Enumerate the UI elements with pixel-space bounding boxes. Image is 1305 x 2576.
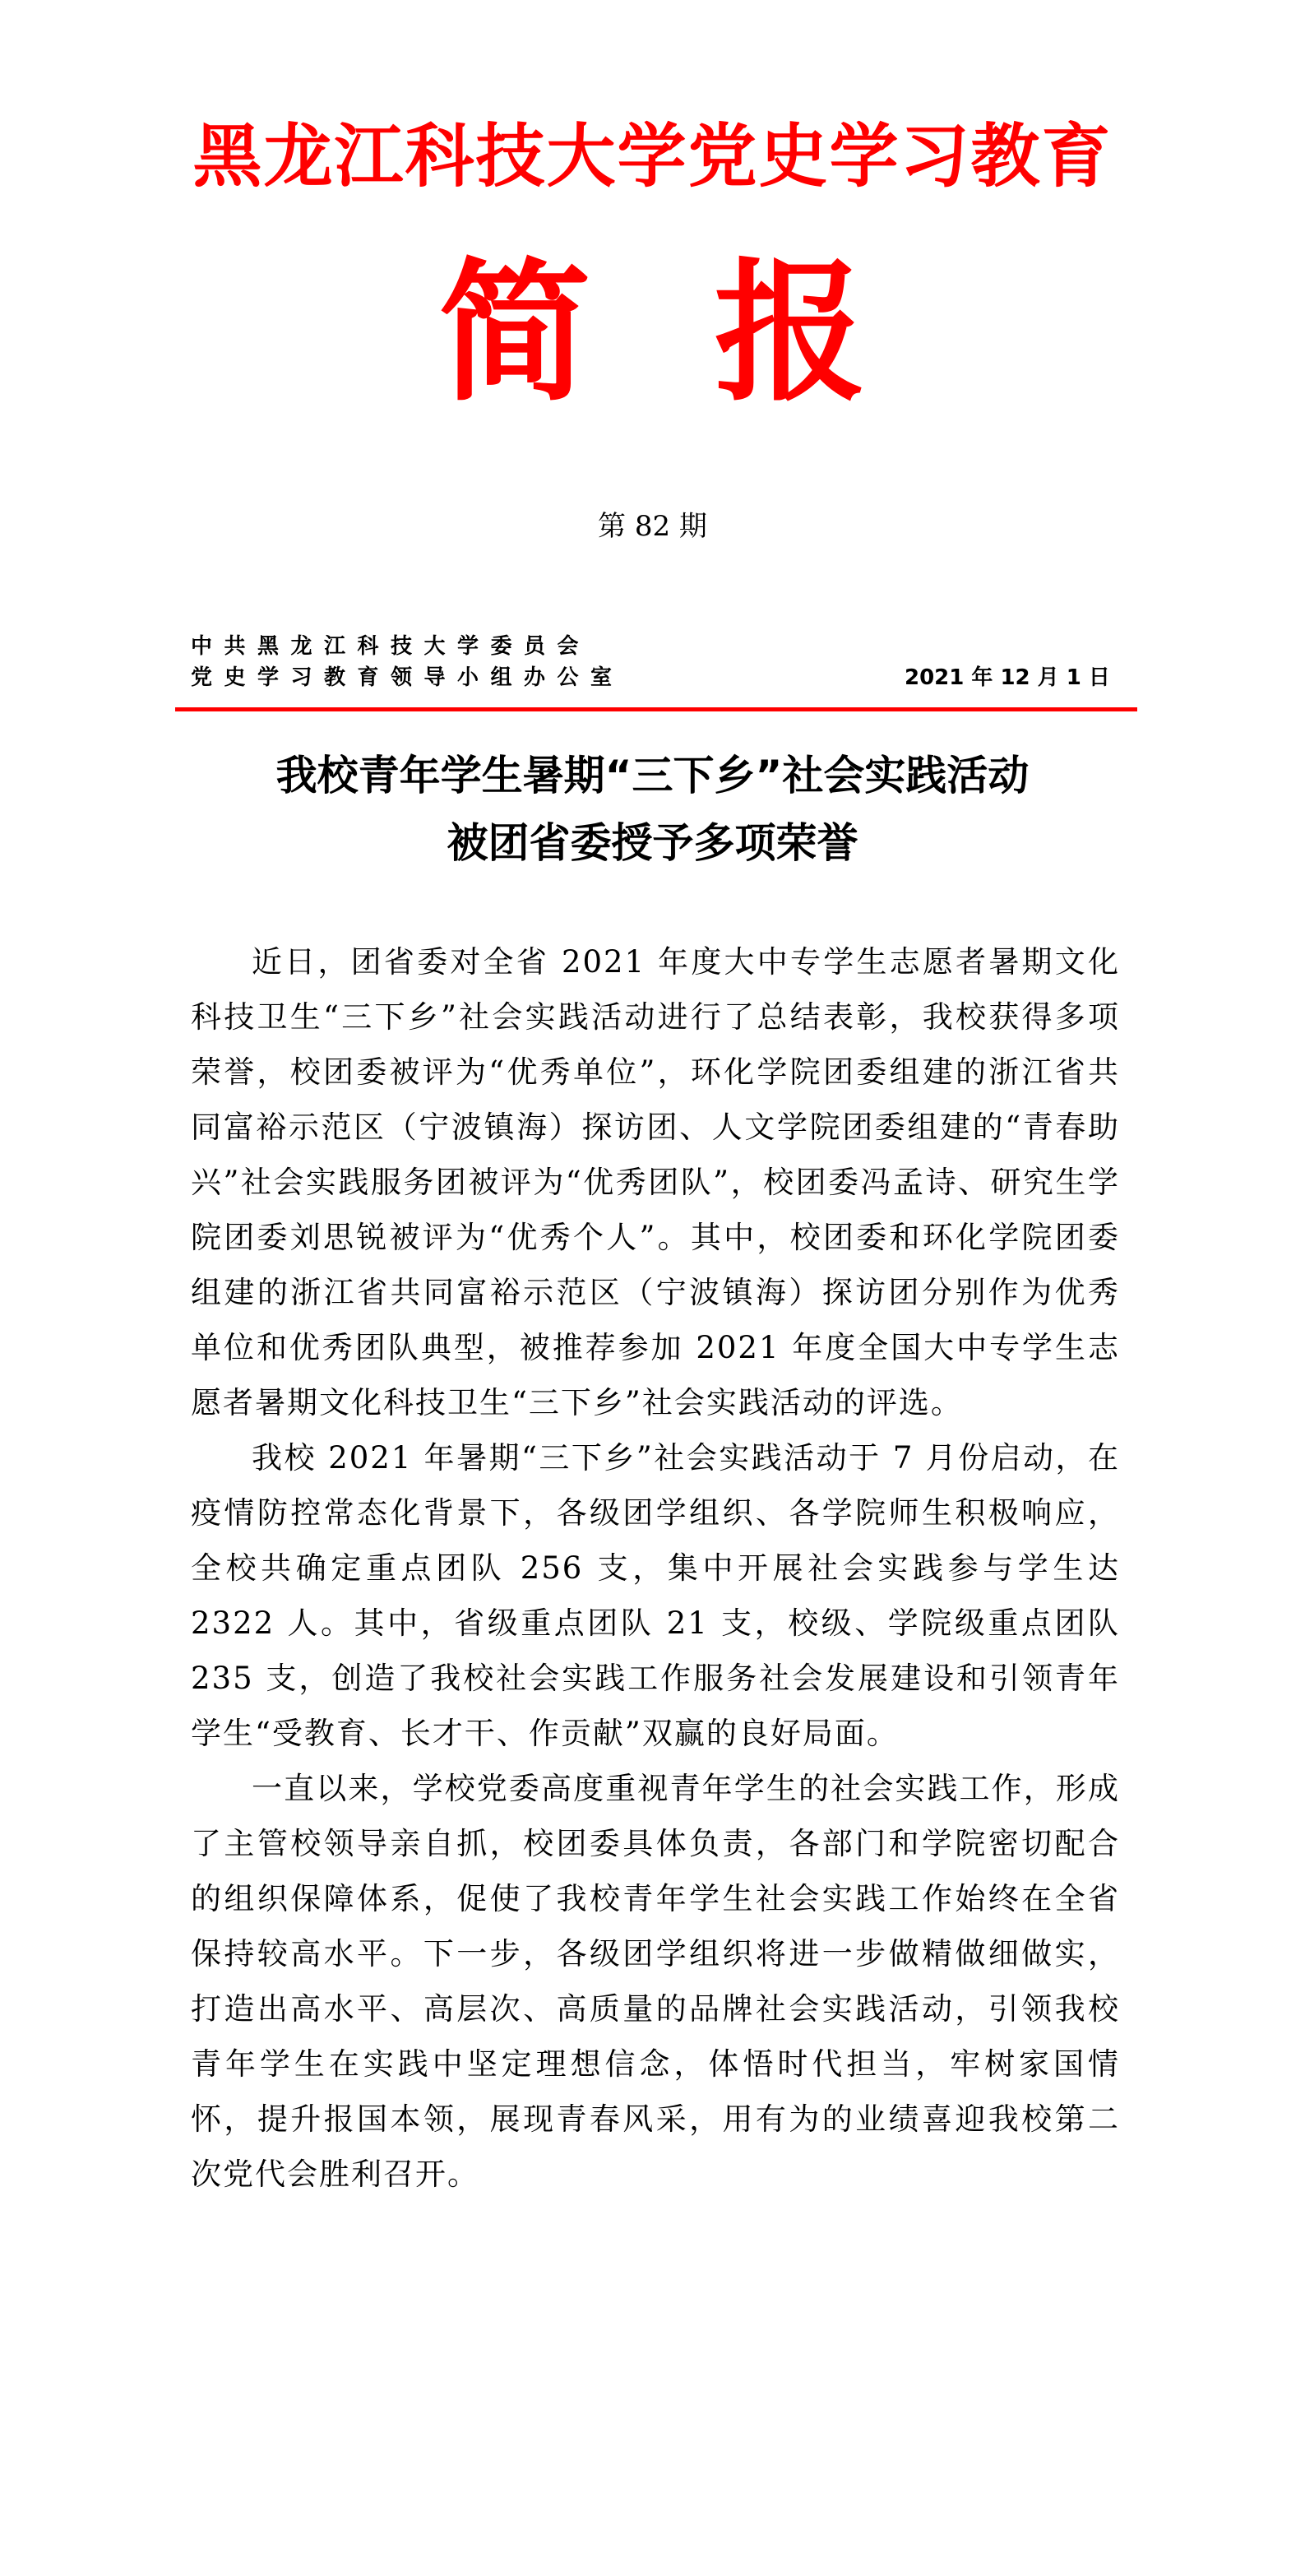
issuer-line-1: 中共黑龙江科技大学委员会: [191, 634, 591, 659]
body-paragraph-1: 近日，团省委对全省 2021 年度大中专学生志愿者暑期文化科技卫生“三下乡”社会实践活动进行了总结表彰，我校获得多项荣誉，校团委被评为“优秀单位”，环化学院团委组建的浙江省共同富裕示范区（宁波镇海）探访团、人文学院团委组建的“青春助兴”社会实践服务团被评为“优秀团队”，校团委冯孟诗、研究生学院团委刘思锐被评为“优秀个人”。其中，校团委和环化学院团委组建的浙江省共同富裕示范区（宁波镇海）探访团分别作为优秀单位和优秀团队典型，被推荐参加 2021 年度全国大中专学生志愿者暑期文化科技卫生“三下乡”社会实践活动的评选。: [191, 944, 1120, 1420]
body-paragraph-3: 一直以来，学校党委高度重视青年学生的社会实践工作，形成了主管校领导亲自抓，校团委具体负责，各部门和学院密切配合的组织保障体系，促使了我校青年学生社会实践工作始终在全省保持较高水平。下一步，各级团学组织将进一步做精做细做实，打造出高水平、高层次、高质量的品牌社会实践活动，引领我校青年学生在实践中坚定理想信念，体悟时代担当，牢树家国情怀，提升报国本领，展现青春风采，用有为的业绩喜迎我校第二次党代会胜利召开。: [191, 1771, 1120, 2192]
article-headline-line-1: 我校青年学生暑期“三下乡”社会实践活动: [275, 752, 1030, 799]
masthead-char-bao: 报: [714, 244, 867, 422]
masthead-char-jian: 简: [438, 244, 591, 422]
issue-date: 2021 年 12 月 1 日: [905, 665, 1110, 690]
issue-number: 第 82 期: [598, 510, 707, 543]
article-headline-line-2: 被团省委授予多项荣誉: [447, 819, 858, 867]
article-body: [191, 934, 1120, 2202]
bulletin-masthead-jianbao: [0, 244, 1305, 422]
red-divider: [175, 707, 1137, 711]
bulletin-masthead-title: 黑龙江科技大学党史学习教育: [192, 116, 1113, 197]
body-paragraph-2: 我校 2021 年暑期“三下乡”社会实践活动于 7 月份启动，在疫情防控常态化背景下，各级团学组织、各学院师生积极响应，全校共确定重点团队 256 支，集中开展社会实践参与学生达 2322 人。其中，省级重点团队 21 支，校级、学院级重点团队 235 支，创造了我校社会实践工作服务社会发展建设和引领青年学生“受教育、长才干、作贡献”双赢的良好局面。: [191, 1440, 1120, 1751]
issuer-line-2: 党史学习教育领导小组办公室: [191, 665, 624, 690]
